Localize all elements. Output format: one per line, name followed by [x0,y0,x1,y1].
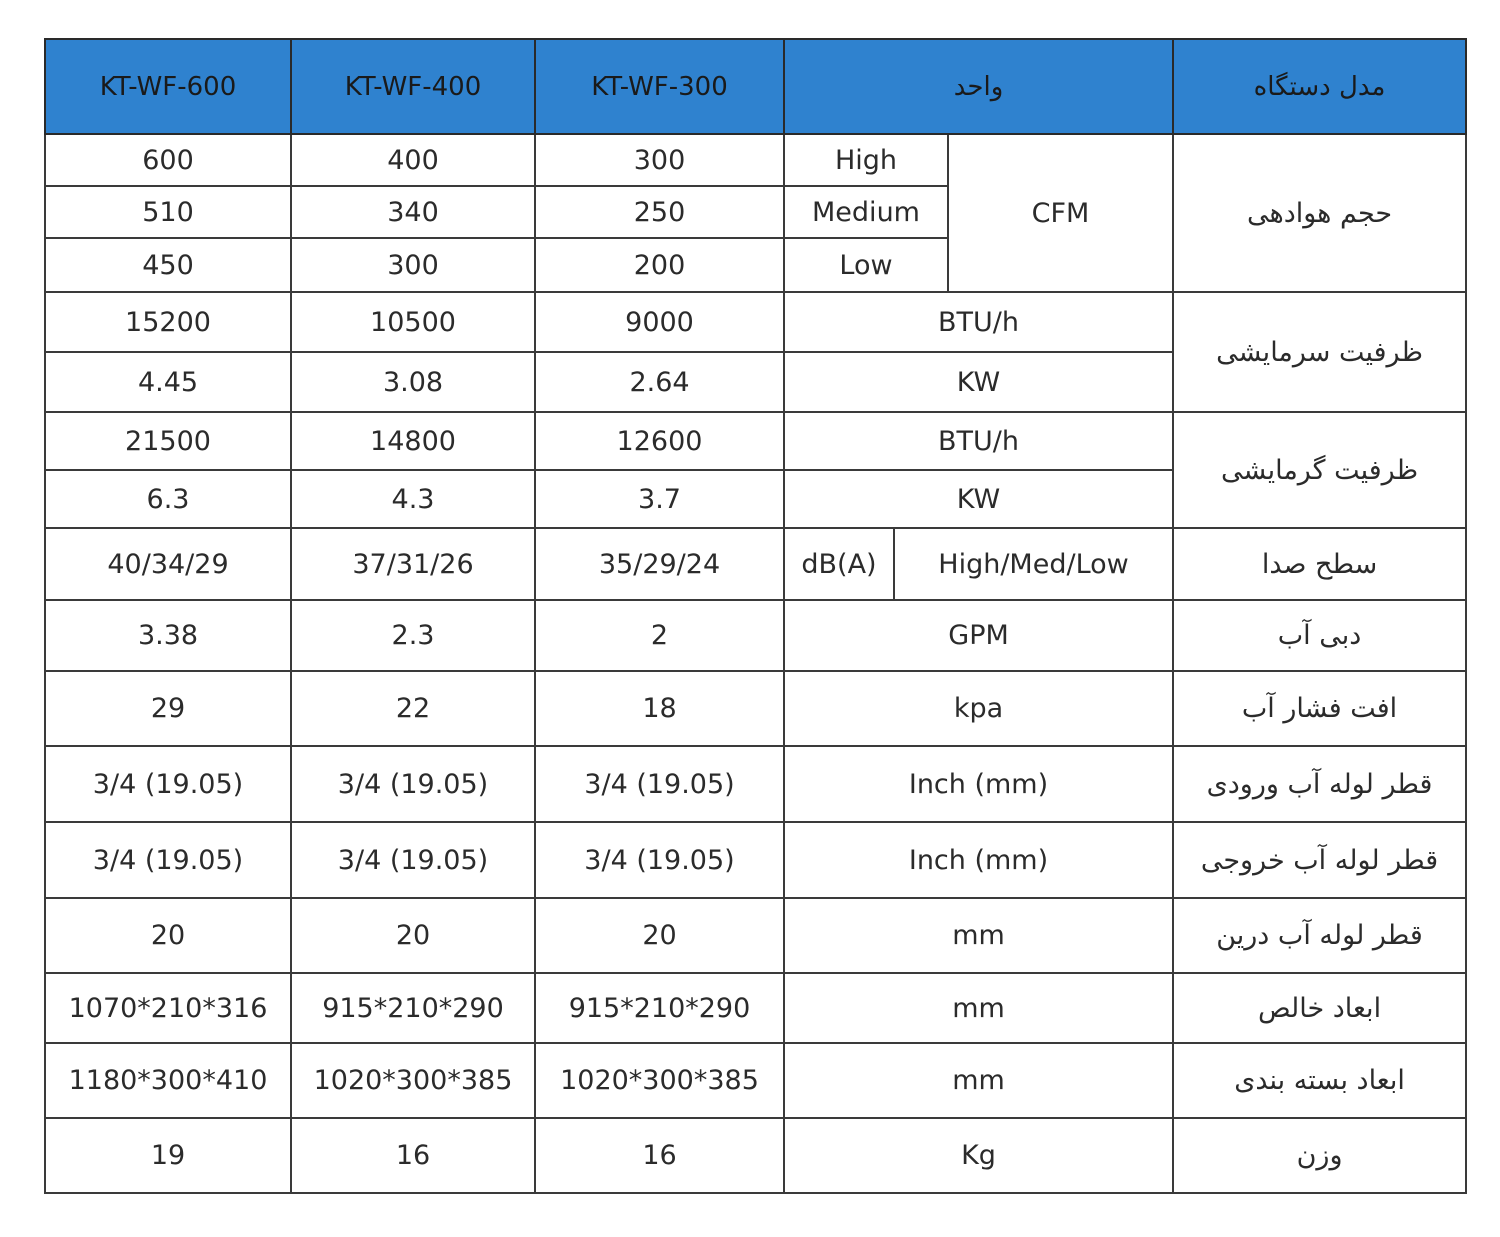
unit-cell: Inch (mm) [784,746,1173,822]
model-label-header: مدل دستگاه [1173,39,1466,134]
value-cell: 16 [535,1118,784,1193]
value-cell: 3/4 (19.05) [291,822,535,898]
value-cell: 1020*300*385 [291,1043,535,1118]
unit-cell: Kg [784,1118,1173,1193]
unit-cell: mm [784,898,1173,973]
table-row [45,134,1466,186]
value-cell: 510 [45,186,291,238]
value-cell: 3/4 (19.05) [291,746,535,822]
unit-cell: GPM [784,600,1173,671]
value-cell: 22 [291,671,535,746]
value-cell: 3.38 [45,600,291,671]
table-row [45,822,1466,898]
value-cell: 2 [535,600,784,671]
value-cell: 10500 [291,292,535,352]
value-cell: 400 [291,134,535,186]
unit-cell: mm [784,973,1173,1043]
row-label: قطر لوله آب خروجی [1173,822,1466,898]
row-label: دبی آب [1173,600,1466,671]
unit-cell: KW [784,352,1173,412]
value-cell: 340 [291,186,535,238]
value-cell: 3/4 (19.05) [535,746,784,822]
table-row [45,1118,1466,1193]
row-label: سطح صدا [1173,528,1466,600]
sub-unit-cell: High/Med/Low [894,528,1173,600]
row-label: افت فشار آب [1173,671,1466,746]
table-row [45,528,1466,600]
value-cell: 250 [535,186,784,238]
unit-cell: BTU/h [784,292,1173,352]
row-label: ابعاد خالص [1173,973,1466,1043]
value-cell: 29 [45,671,291,746]
value-cell: 19 [45,1118,291,1193]
value-cell: 915*210*290 [291,973,535,1043]
value-cell: 600 [45,134,291,186]
row-label: قطر لوله آب درین [1173,898,1466,973]
level-cell: High [784,134,948,186]
table-row [45,600,1466,671]
value-cell: 20 [45,898,291,973]
value-cell: 20 [535,898,784,973]
value-cell: 20 [291,898,535,973]
value-cell: 3.7 [535,470,784,528]
unit-cell: dB(A) [784,528,894,600]
value-cell: 3.08 [291,352,535,412]
table-row [45,412,1466,470]
header-row [45,39,1466,134]
row-label: وزن [1173,1118,1466,1193]
spec-table [44,38,1467,1194]
value-cell: 300 [291,238,535,292]
value-cell: 40/34/29 [45,528,291,600]
value-cell: 35/29/24 [535,528,784,600]
value-cell: 1020*300*385 [535,1043,784,1118]
unit-cell: BTU/h [784,412,1173,470]
row-label: ابعاد بسته بندی [1173,1043,1466,1118]
value-cell: 21500 [45,412,291,470]
value-cell: 16 [291,1118,535,1193]
unit-cell: CFM [948,134,1173,292]
value-cell: 6.3 [45,470,291,528]
unit-cell: mm [784,1043,1173,1118]
table-row [45,292,1466,352]
value-cell: 3/4 (19.05) [535,822,784,898]
value-cell: 1070*210*316 [45,973,291,1043]
value-cell: 2.64 [535,352,784,412]
table-row [45,746,1466,822]
value-cell: 2.3 [291,600,535,671]
model-header: KT-WF-400 [291,39,535,134]
unit-header: واحد [784,39,1173,134]
model-header: KT-WF-300 [535,39,784,134]
level-cell: Low [784,238,948,292]
unit-cell: kpa [784,671,1173,746]
value-cell: 9000 [535,292,784,352]
row-label: ظرفیت سرمایشی [1173,292,1466,412]
value-cell: 3/4 (19.05) [45,822,291,898]
value-cell: 915*210*290 [535,973,784,1043]
value-cell: 200 [535,238,784,292]
unit-cell: Inch (mm) [784,822,1173,898]
value-cell: 300 [535,134,784,186]
value-cell: 12600 [535,412,784,470]
table-row [45,898,1466,973]
row-label: ظرفیت گرمایشی [1173,412,1466,528]
value-cell: 4.3 [291,470,535,528]
value-cell: 4.45 [45,352,291,412]
unit-cell: KW [784,470,1173,528]
table-row [45,973,1466,1043]
value-cell: 15200 [45,292,291,352]
value-cell: 37/31/26 [291,528,535,600]
row-label: حجم هوادهی [1173,134,1466,292]
row-label: قطر لوله آب ورودی [1173,746,1466,822]
table-row [45,671,1466,746]
table-row [45,1043,1466,1118]
level-cell: Medium [784,186,948,238]
value-cell: 450 [45,238,291,292]
value-cell: 1180*300*410 [45,1043,291,1118]
value-cell: 14800 [291,412,535,470]
value-cell: 18 [535,671,784,746]
value-cell: 3/4 (19.05) [45,746,291,822]
model-header: KT-WF-600 [45,39,291,134]
